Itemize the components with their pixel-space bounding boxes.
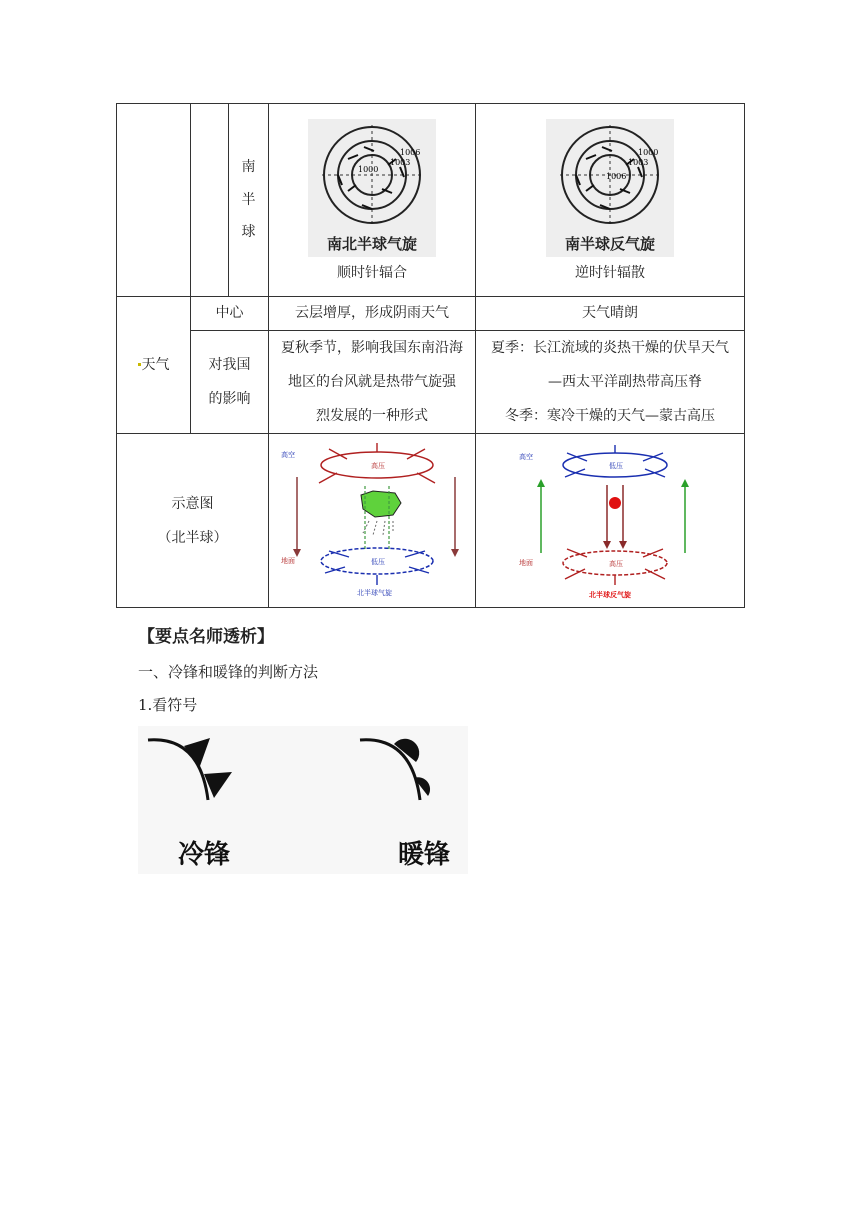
- svg-text:1000: 1000: [358, 164, 379, 174]
- table-row: [117, 104, 745, 297]
- svg-text:1003: 1003: [390, 157, 411, 167]
- table-row: [117, 297, 745, 331]
- anticyclone-schematic-diagram: [515, 441, 705, 601]
- impact-anticyclone-line: 冬季：寒冷干燥的天气—蒙古高压: [505, 408, 715, 424]
- cold-front-label: 冷锋: [178, 840, 231, 870]
- marker-dot: [138, 363, 141, 366]
- comparison-table: [116, 103, 745, 608]
- impact-label-line: 对我国: [208, 357, 251, 373]
- center-label: 中心: [215, 305, 244, 322]
- table-row: [117, 331, 745, 434]
- svg-text:北半球气旋: 北半球气旋: [357, 588, 392, 597]
- center-label-cell: [191, 297, 269, 331]
- section-subheading: 一、冷锋和暖锋的判断方法: [138, 663, 319, 681]
- center-cyclone-cell: [269, 297, 476, 331]
- schematic-label-cell: [117, 434, 269, 608]
- hemisphere-label-cell: [229, 104, 269, 297]
- section-heading: 【要点名师透析】: [138, 627, 274, 647]
- cyclone-figure-caption: 南北半球气旋: [326, 234, 417, 253]
- svg-text:低压: 低压: [371, 557, 385, 566]
- svg-text:1006: 1006: [606, 171, 627, 181]
- svg-text:高空: 高空: [519, 452, 533, 461]
- svg-text:地面: 地面: [519, 558, 533, 567]
- empty-cell: [191, 104, 229, 297]
- anticyclone-motion-text: 逆时针辐散: [575, 264, 645, 281]
- cyclone-schematic-diagram: [277, 441, 467, 601]
- hemisphere-char: 半: [241, 191, 256, 208]
- svg-text:高压: 高压: [609, 559, 623, 568]
- svg-text:1000: 1000: [638, 147, 659, 157]
- svg-text:1003: 1003: [628, 157, 649, 167]
- warm-front-label: 暖锋: [398, 840, 451, 870]
- svg-text:低压: 低压: [609, 461, 623, 470]
- center-cyclone-text: 云层增厚，形成阴雨天气: [295, 305, 449, 322]
- svg-text:北半球反气旋: 北半球反气旋: [589, 589, 631, 599]
- cyclone-diagram-cell: [269, 434, 476, 608]
- svg-text:地面: 地面: [281, 556, 295, 565]
- impact-anticyclone-cell: [476, 331, 745, 434]
- weather-label-cell: [117, 297, 191, 434]
- anticyclone-figure-caption: 南半球反气旋: [564, 234, 655, 253]
- impact-label-line: 的影响: [208, 391, 251, 407]
- front-symbols-figure: [138, 726, 468, 874]
- impact-label-cell: [191, 331, 269, 434]
- cyclone-isobar-figure: [308, 119, 436, 257]
- impact-anticyclone-line: —西太平洋副热带高压脊: [548, 374, 702, 390]
- center-anticyclone-text: 天气晴朗: [582, 305, 638, 322]
- impact-cyclone-line: 地区的台风就是热带气旋强: [288, 374, 456, 390]
- impact-anticyclone-line: 夏季：长江流域的炎热干燥的伏旱天气: [491, 340, 729, 356]
- anticyclone-diagram-cell: [476, 434, 745, 608]
- schematic-label: 示意图: [171, 495, 214, 512]
- svg-text:高压: 高压: [371, 461, 385, 470]
- impact-cyclone-line: 夏秋季节，影响我国东南沿海: [281, 340, 463, 356]
- anticyclone-isobar-figure: [546, 119, 674, 257]
- impact-cyclone-line: 烈发展的一种形式: [316, 408, 428, 424]
- section-item: 1.看符号: [138, 696, 198, 714]
- center-anticyclone-cell: [476, 297, 745, 331]
- hemisphere-char: 南: [241, 158, 256, 175]
- svg-text:高空: 高空: [281, 450, 295, 459]
- schematic-sublabel: （北半球）: [157, 529, 228, 546]
- empty-cell: [117, 104, 191, 297]
- anticyclone-cell: [476, 104, 745, 297]
- cyclone-cell: [269, 104, 476, 297]
- weather-label: 天气: [141, 356, 170, 373]
- impact-cyclone-cell: [269, 331, 476, 434]
- hemisphere-char: 球: [241, 224, 256, 241]
- cyclone-motion-text: 顺时针辐合: [337, 264, 407, 281]
- svg-text:1006: 1006: [400, 147, 421, 157]
- table-row: [117, 434, 745, 608]
